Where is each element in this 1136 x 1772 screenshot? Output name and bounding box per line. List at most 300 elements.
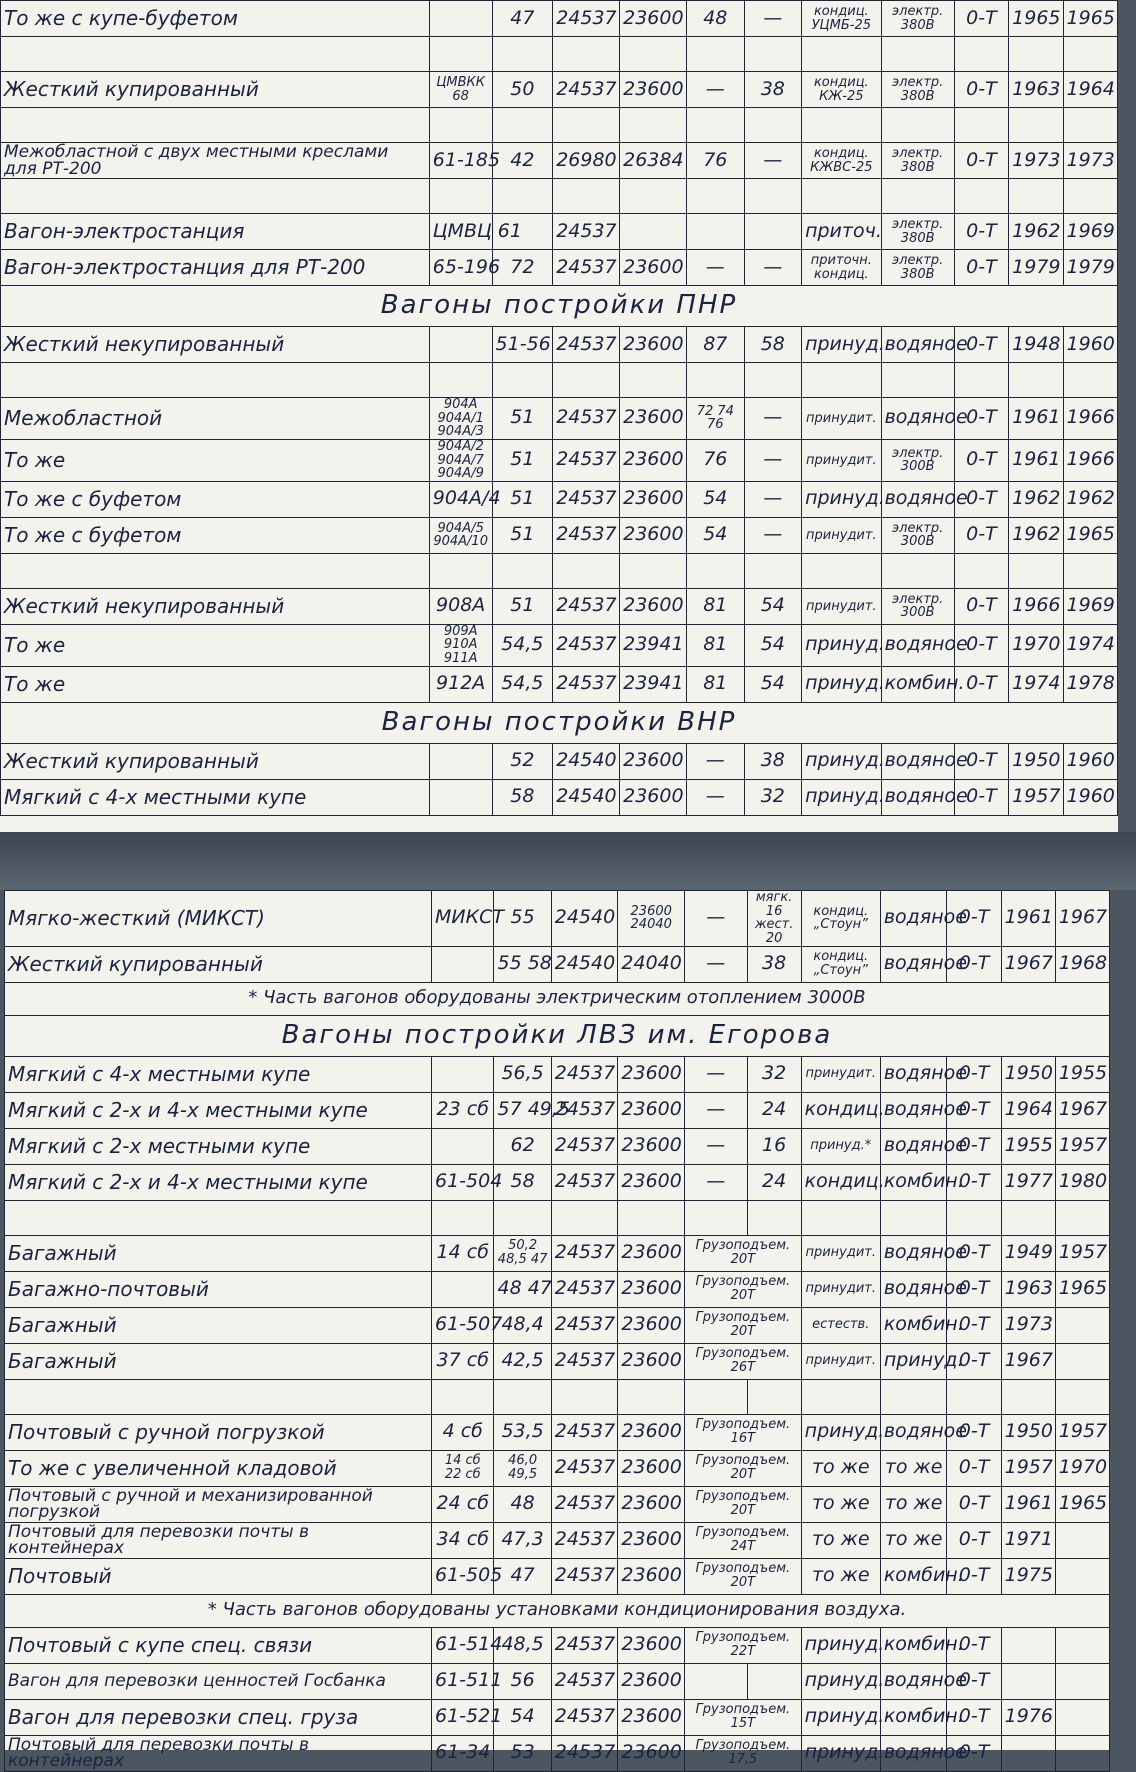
empty-cell (687, 553, 745, 588)
value-cell: 1979 (1063, 250, 1117, 286)
empty-cell (954, 363, 1008, 398)
wagon-type-cell: То же с буфетом (1, 481, 430, 517)
value-cell: приточн. кондиц. (802, 250, 881, 286)
empty-cell (954, 553, 1008, 588)
value-cell: 1960 (1063, 779, 1117, 815)
value-cell: 1962 (1009, 517, 1063, 553)
value-cell: 23600 (618, 1056, 685, 1092)
value-cell: — (687, 743, 745, 779)
spacer-row (1, 37, 1118, 72)
value-cell: 24537 (551, 1735, 618, 1771)
empty-cell (801, 1379, 880, 1414)
value-cell: 24 (747, 1164, 801, 1200)
table-row (1, 250, 1118, 286)
table-row (5, 1128, 1110, 1164)
value-cell: 1965 (1055, 1271, 1109, 1307)
empty-cell (744, 363, 802, 398)
value-cell: 1964 (1063, 72, 1117, 108)
value-cell: 1965 (1009, 1, 1063, 37)
value-cell (432, 1056, 494, 1092)
empty-cell (1009, 179, 1063, 214)
value-cell: 1966 (1063, 398, 1117, 440)
wagon-type-cell: Мягкий с 2-х местными купе (5, 1128, 432, 1164)
wagon-type-cell: Багажный (5, 1307, 432, 1343)
table-row (5, 1663, 1110, 1699)
value-cell: 1971 (1001, 1522, 1055, 1558)
value-cell: 51 (492, 517, 553, 553)
value-cell: 0-Т (947, 1343, 1001, 1379)
value-cell: водяное (880, 1271, 947, 1307)
value-cell: 24537 (553, 398, 620, 440)
value-cell: 0-Т (954, 588, 1008, 624)
empty-cell (801, 1200, 880, 1235)
value-cell: 912А (429, 666, 492, 702)
wagon-type-cell: То же (1, 624, 430, 666)
empty-cell (429, 363, 492, 398)
wagon-type-cell: Багажный (5, 1235, 432, 1271)
table-row (5, 1414, 1110, 1450)
value-cell: 1970 (1009, 624, 1063, 666)
value-cell: 23600 24040 (618, 891, 685, 947)
section-title: Вагоны постройки ЛВЗ им. Егорова (5, 1015, 1110, 1056)
value-cell: Грузоподъем. 16Т (685, 1414, 802, 1450)
value-cell: 23 сб (432, 1092, 494, 1128)
value-cell: 0-Т (947, 1558, 1001, 1594)
value-cell: 0-Т (954, 398, 1008, 440)
value-cell: электр. 380В (881, 250, 954, 286)
value-cell: 54 (687, 517, 745, 553)
empty-cell (744, 37, 802, 72)
value-cell: 24537 (551, 1235, 618, 1271)
empty-cell (1063, 37, 1117, 72)
value-cell: приточ. (802, 214, 881, 250)
value-cell: 24537 (553, 624, 620, 666)
value-cell: 61-185 (429, 143, 492, 179)
value-cell: 32 (747, 1056, 801, 1092)
empty-cell (620, 553, 687, 588)
value-cell: 32 (744, 779, 802, 815)
value-cell: 23600 (620, 481, 687, 517)
value-cell: электр. 380В (881, 1, 954, 37)
empty-cell (620, 363, 687, 398)
value-cell: 23600 (618, 1450, 685, 1486)
value-cell: 24537 (551, 1343, 618, 1379)
value-cell: комбин. (880, 1164, 947, 1200)
value-cell: — (744, 143, 802, 179)
value-cell: 55 (494, 891, 551, 947)
value-cell: 1948 (1009, 327, 1063, 363)
wagon-type-cell: Багажно-почтовый (5, 1271, 432, 1307)
table-row (5, 1056, 1110, 1092)
value-cell: принуд. (801, 1627, 880, 1663)
value-cell (1055, 1735, 1109, 1771)
value-cell: Грузоподъем. 22Т (685, 1627, 802, 1663)
table-row (1, 327, 1118, 363)
footnote-text: * Часть вагонов оборудованы установками кондиционирования воздуха. (5, 1594, 1110, 1627)
value-cell: 1950 (1009, 743, 1063, 779)
value-cell: — (744, 517, 802, 553)
value-cell: 0-Т (947, 1735, 1001, 1771)
value-cell: водяное (880, 1663, 947, 1699)
table-row (5, 1307, 1110, 1343)
wagon-type-cell: То же (1, 666, 430, 702)
empty-cell (1063, 108, 1117, 143)
value-cell: 57 49,5 (494, 1092, 551, 1128)
wagon-type-cell: Почтовый для перевозки почты в контейнерах (5, 1735, 432, 1771)
value-cell: 54,5 (492, 624, 553, 666)
table-row (5, 1164, 1110, 1200)
value-cell (744, 214, 802, 250)
wagon-type-cell: Жесткий купированный (1, 72, 430, 108)
empty-cell (747, 1200, 801, 1235)
value-cell: 0-Т (954, 624, 1008, 666)
value-cell: 26980 (553, 143, 620, 179)
empty-cell (553, 179, 620, 214)
value-cell: принуд. (802, 743, 881, 779)
value-cell: принуд. (802, 327, 881, 363)
value-cell: — (744, 481, 802, 517)
value-cell: 0-Т (947, 1056, 1001, 1092)
value-cell: 61-34 (432, 1735, 494, 1771)
upper-table (0, 0, 1118, 816)
table-row (1, 143, 1118, 179)
value-cell (1055, 1627, 1109, 1663)
wagon-type-cell: Жесткий купированный (5, 946, 432, 982)
value-cell: 61-504 (432, 1164, 494, 1200)
empty-cell (881, 363, 954, 398)
value-cell: 1961 (1001, 1486, 1055, 1522)
empty-cell (553, 108, 620, 143)
value-cell (1001, 1735, 1055, 1771)
empty-cell (1055, 1379, 1109, 1414)
value-cell: электр. 300В (881, 517, 954, 553)
value-cell: 0-Т (954, 779, 1008, 815)
wagon-type-cell: То же с увеличенной кладовой (5, 1450, 432, 1486)
wagon-type-cell: Жесткий некупированный (1, 588, 430, 624)
value-cell (429, 779, 492, 815)
value-cell (429, 1, 492, 37)
value-cell: ЦМВЦ 61 (429, 214, 492, 250)
wagon-type-cell: Почтовый с ручной погрузкой (5, 1414, 432, 1450)
value-cell (432, 1128, 494, 1164)
value-cell: 1966 (1009, 588, 1063, 624)
value-cell: 1957 (1009, 779, 1063, 815)
table-row (5, 891, 1110, 947)
value-cell: электр. 380В (881, 214, 954, 250)
empty-cell (492, 553, 553, 588)
value-cell: 23600 (620, 588, 687, 624)
value-cell: 4 сб (432, 1414, 494, 1450)
value-cell: — (744, 439, 802, 481)
value-cell: 51 (492, 588, 553, 624)
value-cell: 1964 (1001, 1092, 1055, 1128)
value-cell (685, 1663, 747, 1699)
value-cell: 26384 (620, 143, 687, 179)
footnote-row (5, 982, 1110, 1015)
value-cell: — (685, 891, 747, 947)
value-cell: 61-521 (432, 1699, 494, 1735)
value-cell: 0-Т (947, 1486, 1001, 1522)
value-cell: — (687, 779, 745, 815)
empty-cell (744, 553, 802, 588)
empty-cell (802, 179, 881, 214)
value-cell: 23941 (620, 624, 687, 666)
empty-cell (620, 179, 687, 214)
table-row (5, 1735, 1110, 1771)
value-cell: 0-Т (947, 1235, 1001, 1271)
value-cell: 51 (492, 481, 553, 517)
value-cell: водяное (880, 946, 947, 982)
value-cell: принуд. (802, 779, 881, 815)
empty-cell (553, 553, 620, 588)
value-cell: 0-Т (954, 1, 1008, 37)
value-cell: принудит. (802, 398, 881, 440)
table-row (1, 72, 1118, 108)
value-cell: 0-Т (954, 72, 1008, 108)
wagon-type-cell: Межобластной (1, 398, 430, 440)
value-cell: Грузоподъем. 20Т (685, 1271, 802, 1307)
value-cell: 1967 (1055, 1092, 1109, 1128)
value-cell (1055, 1663, 1109, 1699)
value-cell: принуд. (801, 1735, 880, 1771)
wagon-type-cell: То же с купе-буфетом (1, 1, 430, 37)
spacer-row (5, 1200, 1110, 1235)
value-cell: 24537 (551, 1450, 618, 1486)
empty-cell (1055, 1200, 1109, 1235)
value-cell: 23600 (618, 1627, 685, 1663)
value-cell: 1978 (1063, 666, 1117, 702)
value-cell: 16 (747, 1128, 801, 1164)
empty-cell (744, 179, 802, 214)
value-cell: водяное (881, 624, 954, 666)
table-row (1, 517, 1118, 553)
value-cell: 1979 (1009, 250, 1063, 286)
empty-cell (954, 37, 1008, 72)
value-cell: 1973 (1009, 143, 1063, 179)
value-cell: 1960 (1063, 327, 1117, 363)
value-cell: 51-56 (492, 327, 553, 363)
value-cell: 23941 (620, 666, 687, 702)
empty-cell (1009, 37, 1063, 72)
value-cell: 52 (492, 743, 553, 779)
wagon-type-cell: Багажный (5, 1343, 432, 1379)
value-cell: 72 (492, 250, 553, 286)
empty-cell (881, 179, 954, 214)
value-cell: 38 (744, 72, 802, 108)
section-header (5, 1015, 1110, 1056)
value-cell (1055, 1522, 1109, 1558)
value-cell: 24537 (553, 72, 620, 108)
value-cell: 14 сб 22 сб (432, 1450, 494, 1486)
value-cell: 23600 (620, 743, 687, 779)
table-row (5, 1092, 1110, 1128)
value-cell: 72 74 76 (687, 398, 745, 440)
value-cell: естеств. (801, 1307, 880, 1343)
value-cell: 48,4 (494, 1307, 551, 1343)
value-cell: 65-196 (429, 250, 492, 286)
empty-cell (880, 1200, 947, 1235)
empty-cell (492, 37, 553, 72)
value-cell (1001, 1627, 1055, 1663)
value-cell (1055, 1343, 1109, 1379)
value-cell: 23600 (618, 1164, 685, 1200)
empty-cell (492, 179, 553, 214)
value-cell: 1957 (1055, 1235, 1109, 1271)
empty-cell (802, 363, 881, 398)
value-cell: 23600 (618, 1699, 685, 1735)
empty-cell (492, 363, 553, 398)
table-row (1, 214, 1118, 250)
value-cell: 47 (494, 1558, 551, 1594)
value-cell: 0-Т (947, 1450, 1001, 1486)
table-row (5, 1522, 1110, 1558)
value-cell: 24537 (551, 1128, 618, 1164)
value-cell: 908А (429, 588, 492, 624)
value-cell: 24537 (551, 1164, 618, 1200)
value-cell: водяное (881, 743, 954, 779)
value-cell: ЦМВКК 68 (429, 72, 492, 108)
value-cell: 23600 (618, 1343, 685, 1379)
table-row (1, 588, 1118, 624)
value-cell: то же (880, 1450, 947, 1486)
value-cell: электр. 380В (881, 143, 954, 179)
table-row (1, 481, 1118, 517)
value-cell: 24537 (551, 1271, 618, 1307)
value-cell: 24537 (551, 1627, 618, 1663)
empty-cell (1009, 108, 1063, 143)
value-cell: 53,5 (494, 1414, 551, 1450)
value-cell: 904А/4 (429, 481, 492, 517)
value-cell: 0-Т (954, 214, 1008, 250)
value-cell: 0-Т (947, 1092, 1001, 1128)
value-cell (620, 214, 687, 250)
value-cell: 1975 (1001, 1558, 1055, 1594)
value-cell: 81 (687, 624, 745, 666)
value-cell: 24537 (551, 1414, 618, 1450)
empty-cell (551, 1379, 618, 1414)
empty-cell (1001, 1200, 1055, 1235)
empty-cell (685, 1200, 747, 1235)
value-cell: — (685, 1092, 747, 1128)
value-cell: комбин. (880, 1699, 947, 1735)
value-cell: 0-Т (947, 1271, 1001, 1307)
table-row (5, 1450, 1110, 1486)
wagon-type-cell: То же с буфетом (1, 517, 430, 553)
value-cell: 1961 (1009, 398, 1063, 440)
empty-cell (429, 179, 492, 214)
value-cell: 76 (687, 439, 745, 481)
value-cell: 24 сб (432, 1486, 494, 1522)
value-cell: 81 (687, 588, 745, 624)
value-cell: 23600 (618, 1271, 685, 1307)
value-cell: то же (801, 1522, 880, 1558)
value-cell: водяное (880, 1735, 947, 1771)
value-cell: принудит. (801, 1343, 880, 1379)
value-cell: 51 (492, 439, 553, 481)
value-cell: принудит. (802, 517, 881, 553)
table-row (1, 398, 1118, 440)
section-title: Вагоны постройки ПНР (1, 286, 1118, 327)
value-cell: 46,0 49,5 (494, 1450, 551, 1486)
value-cell: водяное (881, 398, 954, 440)
value-cell: водяное (881, 327, 954, 363)
value-cell: водяное (881, 779, 954, 815)
value-cell: 76 (687, 143, 745, 179)
empty-cell (620, 37, 687, 72)
value-cell: то же (880, 1522, 947, 1558)
value-cell: 24540 (553, 779, 620, 815)
value-cell: комбин. (881, 666, 954, 702)
value-cell: 23600 (618, 1735, 685, 1771)
value-cell: 42,5 (494, 1343, 551, 1379)
value-cell: 1965 (1063, 1, 1117, 37)
value-cell: — (685, 1164, 747, 1200)
value-cell: — (744, 250, 802, 286)
spacer-row (5, 1379, 1110, 1414)
value-cell: принуд. (801, 1699, 880, 1735)
empty-cell (802, 108, 881, 143)
value-cell: кондиц. „Стоун” (801, 946, 880, 982)
table-row (5, 1627, 1110, 1663)
value-cell: 1973 (1001, 1307, 1055, 1343)
value-cell (1055, 1307, 1109, 1343)
empty-cell (551, 1200, 618, 1235)
value-cell: 24540 (551, 891, 618, 947)
empty-cell (1, 553, 430, 588)
value-cell: 1957 (1001, 1450, 1055, 1486)
table-row (1, 743, 1118, 779)
empty-cell (947, 1200, 1001, 1235)
value-cell: 1980 (1055, 1164, 1109, 1200)
wagon-type-cell: То же (1, 439, 430, 481)
value-cell: 1955 (1001, 1128, 1055, 1164)
value-cell: 0-Т (947, 1128, 1001, 1164)
value-cell: 24537 (551, 1486, 618, 1522)
empty-cell (1, 37, 430, 72)
table-row (1, 666, 1118, 702)
value-cell: 24537 (553, 214, 620, 250)
value-cell: 1960 (1063, 743, 1117, 779)
value-cell: принуд. (801, 1414, 880, 1450)
wagon-type-cell: Почтовый с ручной и механизированной погрузкой (5, 1486, 432, 1522)
value-cell: 1970 (1055, 1450, 1109, 1486)
value-cell: 24 (747, 1092, 801, 1128)
value-cell (432, 1271, 494, 1307)
wagon-type-cell: Мягкий с 4-х местными купе (5, 1056, 432, 1092)
empty-cell (429, 553, 492, 588)
empty-cell (1001, 1379, 1055, 1414)
spacer-row (1, 553, 1118, 588)
footnote-text: * Часть вагонов оборудованы электрическим отоплением 3000В (5, 982, 1110, 1015)
section-title: Вагоны постройки ВНР (1, 702, 1118, 743)
value-cell: водяное (880, 1235, 947, 1271)
value-cell: 0-Т (947, 1164, 1001, 1200)
value-cell: 24537 (553, 517, 620, 553)
value-cell: 61-507 (432, 1307, 494, 1343)
value-cell: 1974 (1063, 624, 1117, 666)
wagon-type-cell: Вагон-электростанция (1, 214, 430, 250)
value-cell: 23600 (618, 1522, 685, 1558)
value-cell (429, 743, 492, 779)
value-cell: 48 (687, 1, 745, 37)
value-cell: 1966 (1063, 439, 1117, 481)
value-cell: Грузоподъем. 20Т (685, 1307, 802, 1343)
value-cell: 48 47 (494, 1271, 551, 1307)
empty-cell (687, 37, 745, 72)
value-cell (747, 1663, 801, 1699)
value-cell: кондиц. КЖВС-25 (802, 143, 881, 179)
value-cell: 42 (492, 143, 553, 179)
